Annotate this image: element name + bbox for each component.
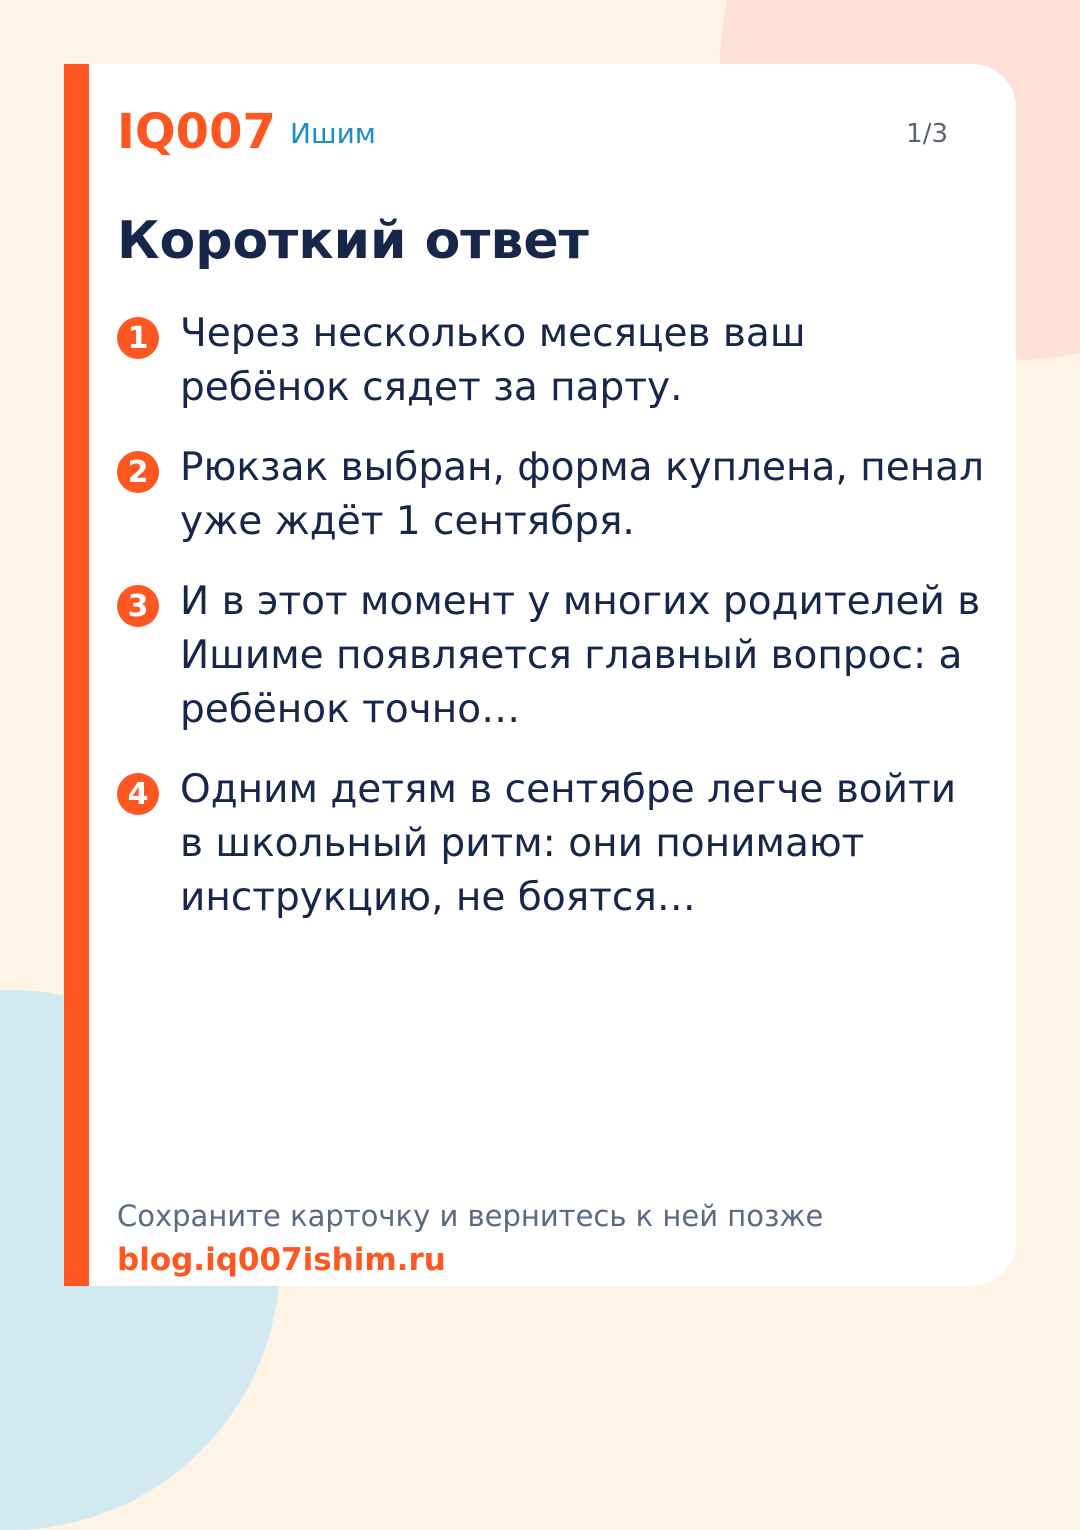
page-counter: 1/3 xyxy=(906,119,948,149)
list-item xyxy=(117,763,987,925)
number-badge: 2 xyxy=(117,451,159,493)
list-item xyxy=(117,575,987,737)
list-item xyxy=(117,441,987,549)
city-label: Ишим xyxy=(290,117,376,150)
accent-bar xyxy=(64,64,89,1286)
footer-note: Сохраните карточку и вернитесь к ней позже xyxy=(117,1199,824,1233)
list-item xyxy=(117,307,987,415)
number-badge: 1 xyxy=(117,317,159,359)
number-badge: 4 xyxy=(117,773,159,815)
points-list xyxy=(117,307,987,951)
brand-logo: IQ007 xyxy=(117,104,276,160)
point-text: И в этот момент у многих родителей в Ишиме появляется главный вопрос: а ребёнок точно… xyxy=(180,579,981,732)
point-text: Рюкзак выбран, форма куплена, пенал уже ждёт 1 сентября. xyxy=(180,445,985,544)
point-text: Одним детям в сентябре легче войти в школьный ритм: они понимают инструкцию, не боятся… xyxy=(180,767,957,920)
content-card xyxy=(64,64,1016,1286)
card-title: Короткий ответ xyxy=(117,211,589,271)
point-text: Через несколько месяцев ваш ребёнок сядет за парту. xyxy=(180,311,806,410)
number-badge: 3 xyxy=(117,585,159,627)
blog-link[interactable]: blog.iq007ishim.ru xyxy=(117,1242,446,1278)
